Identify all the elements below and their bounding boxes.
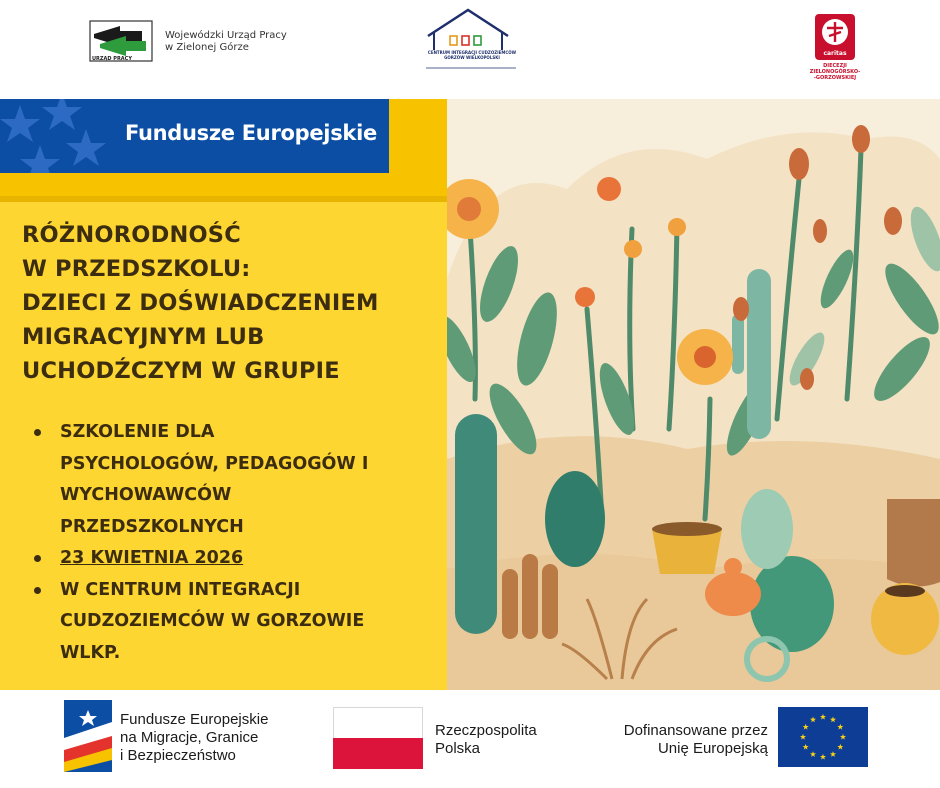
bullet-dot-icon: [34, 587, 41, 594]
cofinance-label: Dofinansowane przez Unię Europejską: [623, 722, 768, 757]
event-date: 23 KWIETNIA 2026: [60, 548, 244, 568]
ciw-caption: CENTRUM INTEGRACJI CUDZOZIEMCÓW GORZÓW WIELKOPOLSKI: [427, 50, 517, 60]
eu-flag-icon: [778, 707, 868, 767]
headline: [22, 218, 432, 388]
bullet-item: SZKOLENIE DLA PSYCHOLOGÓW, PEDAGOGÓW I WYCHOWAWCÓW PRZEDSZKOLNYCH: [34, 417, 434, 543]
caritas-diocese: DIECEZJI ZIELONOGÓRSKO- -GORZOWSKIEJ: [809, 63, 861, 81]
caritas-word: caritas: [823, 50, 847, 57]
ciw-house-logo-icon: [420, 6, 522, 72]
country-name: Rzeczpospolita Polska: [435, 722, 537, 757]
fe-program-logo-icon: [64, 700, 112, 772]
banner-title: Fundusze Europejskie: [125, 121, 377, 145]
wup-name: Wojewódzki Urząd Pracy w Zielonej Górze: [165, 30, 287, 53]
plants-illustration: [447, 99, 940, 690]
headline-line: W PRZEDSZKOLU:: [22, 256, 251, 282]
polish-flag-icon: [333, 707, 423, 769]
bullet-item: [34, 543, 434, 575]
banner-stripe: [0, 196, 447, 202]
fe-program-name: Fundusze Europejskie na Migracje, Granice i Bezpieczeństwo: [120, 711, 269, 764]
bullet-item: W CENTRUM INTEGRACJI CUDZOZIEMCÓW W GORZOWIE WLKP.: [34, 575, 434, 670]
eu-stars-pattern-icon: [0, 99, 108, 173]
headline-line: DZIECI Z DOŚWIADCZENIEM: [22, 290, 379, 316]
headline-line: RÓŻNORODNOŚĆ: [22, 222, 241, 248]
bullet-dot-icon: [34, 555, 41, 562]
bullet-dot-icon: [34, 429, 41, 436]
headline-line: MIGRACYJNYM LUB: [22, 324, 265, 350]
bullet-list: [34, 417, 434, 669]
headline-line: UCHODŹCZYM W GRUPIE: [22, 358, 340, 384]
wup-small-caption: URZĄD PRACY: [92, 56, 132, 62]
